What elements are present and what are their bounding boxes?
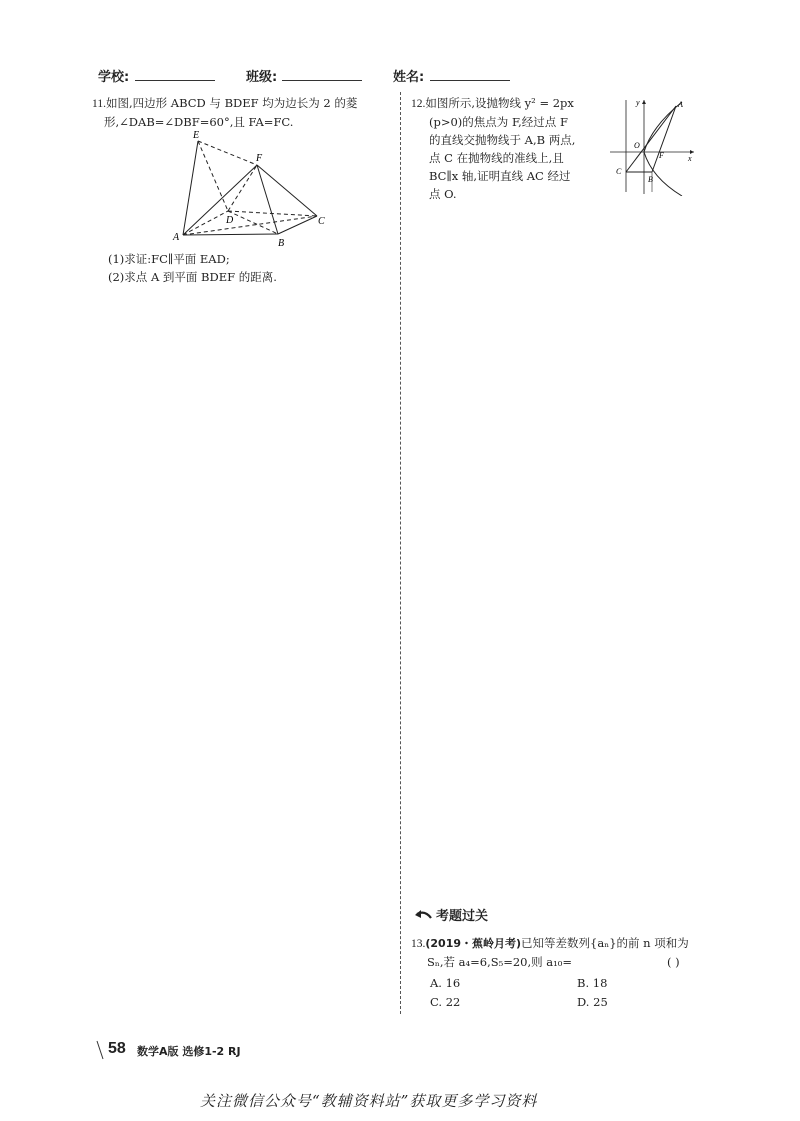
question-text-line: 点 O. <box>429 187 457 201</box>
footer-slogan: 关注微信公众号“教辅资料站”获取更多学习资料 <box>200 1092 538 1110</box>
section-header <box>413 905 488 924</box>
class-field[interactable] <box>282 80 362 81</box>
question-text-line: 的直线交抛物线于 A,B 两点, <box>429 133 576 147</box>
question-11 <box>92 94 390 131</box>
question-text-line: BC∥x 轴,证明直线 AC 经过 <box>429 169 571 183</box>
label-e: E <box>193 130 200 141</box>
label-f: F <box>256 153 263 164</box>
school-field[interactable] <box>135 80 215 81</box>
column-divider <box>400 92 401 1014</box>
question-source: (2019・蕉岭月考) <box>425 937 522 950</box>
question-12 <box>411 94 606 203</box>
option-c[interactable]: C. 22 <box>430 995 461 1009</box>
footer-slash <box>95 1040 105 1060</box>
question-11-parts <box>108 250 388 286</box>
book-label: 数学A版 选修1-2 RJ <box>137 1045 241 1058</box>
question-text-line: Sₙ,若 a₄=6,S₅=20,则 a₁₀= <box>427 955 573 969</box>
section-title: 考题过关 <box>436 909 489 924</box>
pyramid-figure <box>170 128 330 250</box>
question-number: 12. <box>411 98 426 110</box>
class-label: 班级: <box>246 70 278 85</box>
answer-bracket[interactable]: ( ) <box>667 955 680 969</box>
question-13 <box>411 934 711 971</box>
label-y: y <box>636 98 640 107</box>
question-text-line: (p>0)的焦点为 F,经过点 F <box>429 115 568 129</box>
label-f: F <box>659 151 664 160</box>
label-b: B <box>648 175 653 184</box>
question-text-line: 已知等差数列{aₙ}的前 n 项和为 <box>521 936 689 950</box>
option-a[interactable]: A. 16 <box>430 976 461 990</box>
name-label: 姓名: <box>393 70 425 85</box>
label-c: C <box>616 167 622 176</box>
page-number: 58 <box>108 1040 126 1057</box>
name-field[interactable] <box>430 80 510 81</box>
question-text-line: 如图所示,设抛物线 y² = 2px <box>425 96 574 110</box>
question-text-line: 如图,四边形 ABCD 与 BDEF 均为边长为 2 的菱 <box>105 96 358 110</box>
label-a: A <box>678 100 683 109</box>
question-text-line: 形,∠DAB=∠DBF=60°,且 FA=FC. <box>104 115 294 129</box>
question-text-line: 点 C 在抛物线的准线上,且 <box>429 151 564 165</box>
label-x: x <box>688 154 692 163</box>
question-part-2: (2)求点 A 到平面 BDEF 的距离. <box>108 270 277 284</box>
option-b[interactable]: B. 18 <box>577 976 608 990</box>
label-c: C <box>318 216 325 227</box>
label-o: O <box>634 141 640 150</box>
question-number: 11. <box>92 98 106 110</box>
question-part-1: (1)求证:FC∥平面 EAD; <box>108 252 230 266</box>
parabola-figure <box>606 96 700 196</box>
label-a: A <box>173 232 180 243</box>
school-label: 学校: <box>98 70 130 85</box>
option-d[interactable]: D. 25 <box>577 995 608 1009</box>
question-number: 13. <box>411 938 426 950</box>
label-b: B <box>278 238 285 249</box>
arrow-icon <box>413 908 433 922</box>
label-d: D <box>226 215 234 226</box>
